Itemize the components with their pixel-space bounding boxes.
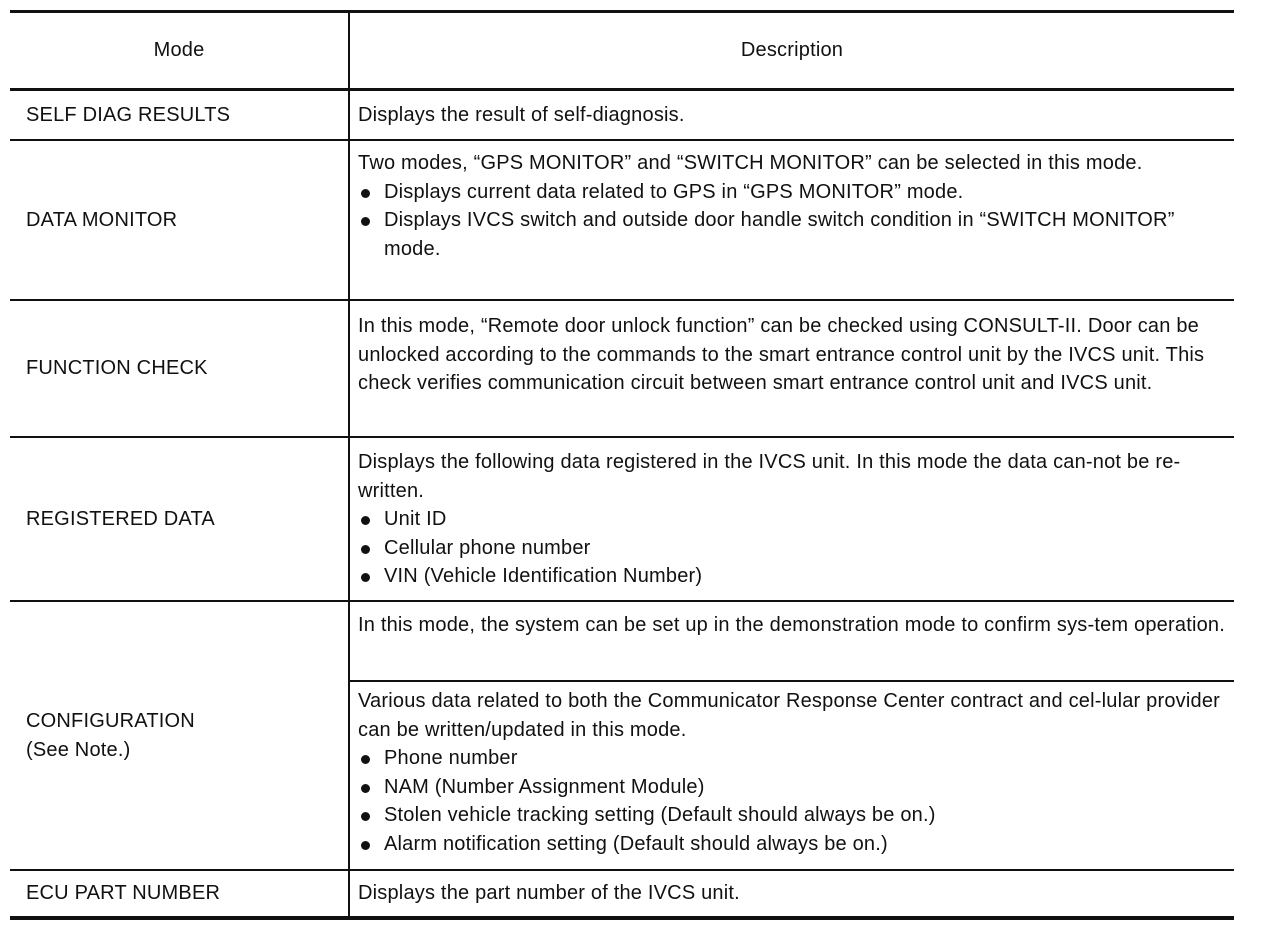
mode-label: SELF DIAG RESULTS xyxy=(26,103,231,126)
header-mode-label: Mode xyxy=(153,39,205,62)
description-cell xyxy=(358,448,1228,591)
description-text: Displays the part number of the IVCS unit. xyxy=(358,882,740,904)
mode-label: REGISTERED DATA xyxy=(26,507,215,530)
list-item: Unit ID xyxy=(358,505,1228,534)
description-cell xyxy=(358,611,1228,640)
mode-note: (See Note.) xyxy=(26,738,131,761)
column-separator xyxy=(348,13,350,916)
list-item: NAM (Number Assignment Module) xyxy=(358,773,1228,802)
bullet-list xyxy=(358,178,1228,264)
mode-cell xyxy=(26,301,346,436)
header-description-label: Description xyxy=(740,39,844,62)
header-mode xyxy=(10,13,348,88)
mode-label: FUNCTION CHECK xyxy=(26,357,208,380)
description-cell xyxy=(358,687,1228,859)
description-cell xyxy=(358,879,1228,908)
description-text: In this mode, “Remote door unlock function” can be checked using CONSULT-II. Door can be unlocked according to the commands to the smart entrance control unit by the IVCS unit. This check verifies communication circuit between smart entrance control unit and IVCS unit. xyxy=(358,315,1205,395)
bullet-list xyxy=(358,744,1228,858)
list-item: VIN (Vehicle Identification Number) xyxy=(358,562,1228,591)
description-cell xyxy=(358,101,1228,130)
list-item: Phone number xyxy=(358,744,1228,773)
list-item: Cellular phone number xyxy=(358,534,1228,563)
description-text: Displays the result of self-diagnosis. xyxy=(358,104,685,126)
description-cell xyxy=(358,149,1228,263)
mode-label: CONFIGURATION xyxy=(26,709,195,732)
mode-cell xyxy=(26,141,346,299)
description-cell xyxy=(358,312,1228,398)
list-item: Displays current data related to GPS in “GPS MONITOR” mode. xyxy=(358,178,1228,207)
sub-row-divider xyxy=(350,680,1234,682)
mode-label: DATA MONITOR xyxy=(26,208,178,231)
mode-cell xyxy=(26,871,346,916)
mode-cell xyxy=(26,438,346,600)
description-text: Displays the following data registered in the IVCS unit. In this mode the data can-not be re-written. xyxy=(358,451,1181,502)
list-item: Displays IVCS switch and outside door handle switch condition in “SWITCH MONITOR” mode. xyxy=(358,206,1228,263)
mode-cell xyxy=(26,602,346,869)
mode-label: ECU PART NUMBER xyxy=(26,882,221,905)
description-text: Various data related to both the Communicator Response Center contract and cel-lular provider can be written/updated in this mode. xyxy=(358,690,1221,741)
description-text: In this mode, the system can be set up in the demonstration mode to confirm sys-tem operation. xyxy=(358,614,1225,636)
table-bottom-rule xyxy=(10,916,1234,920)
list-item: Alarm notification setting (Default should always be on.) xyxy=(358,830,1228,859)
mode-cell xyxy=(26,91,346,139)
list-item: Stolen vehicle tracking setting (Default should always be on.) xyxy=(358,801,1228,830)
bullet-list xyxy=(358,505,1228,591)
description-text: Two modes, “GPS MONITOR” and “SWITCH MONITOR” can be selected in this mode. xyxy=(358,152,1143,174)
header-description xyxy=(350,13,1234,88)
